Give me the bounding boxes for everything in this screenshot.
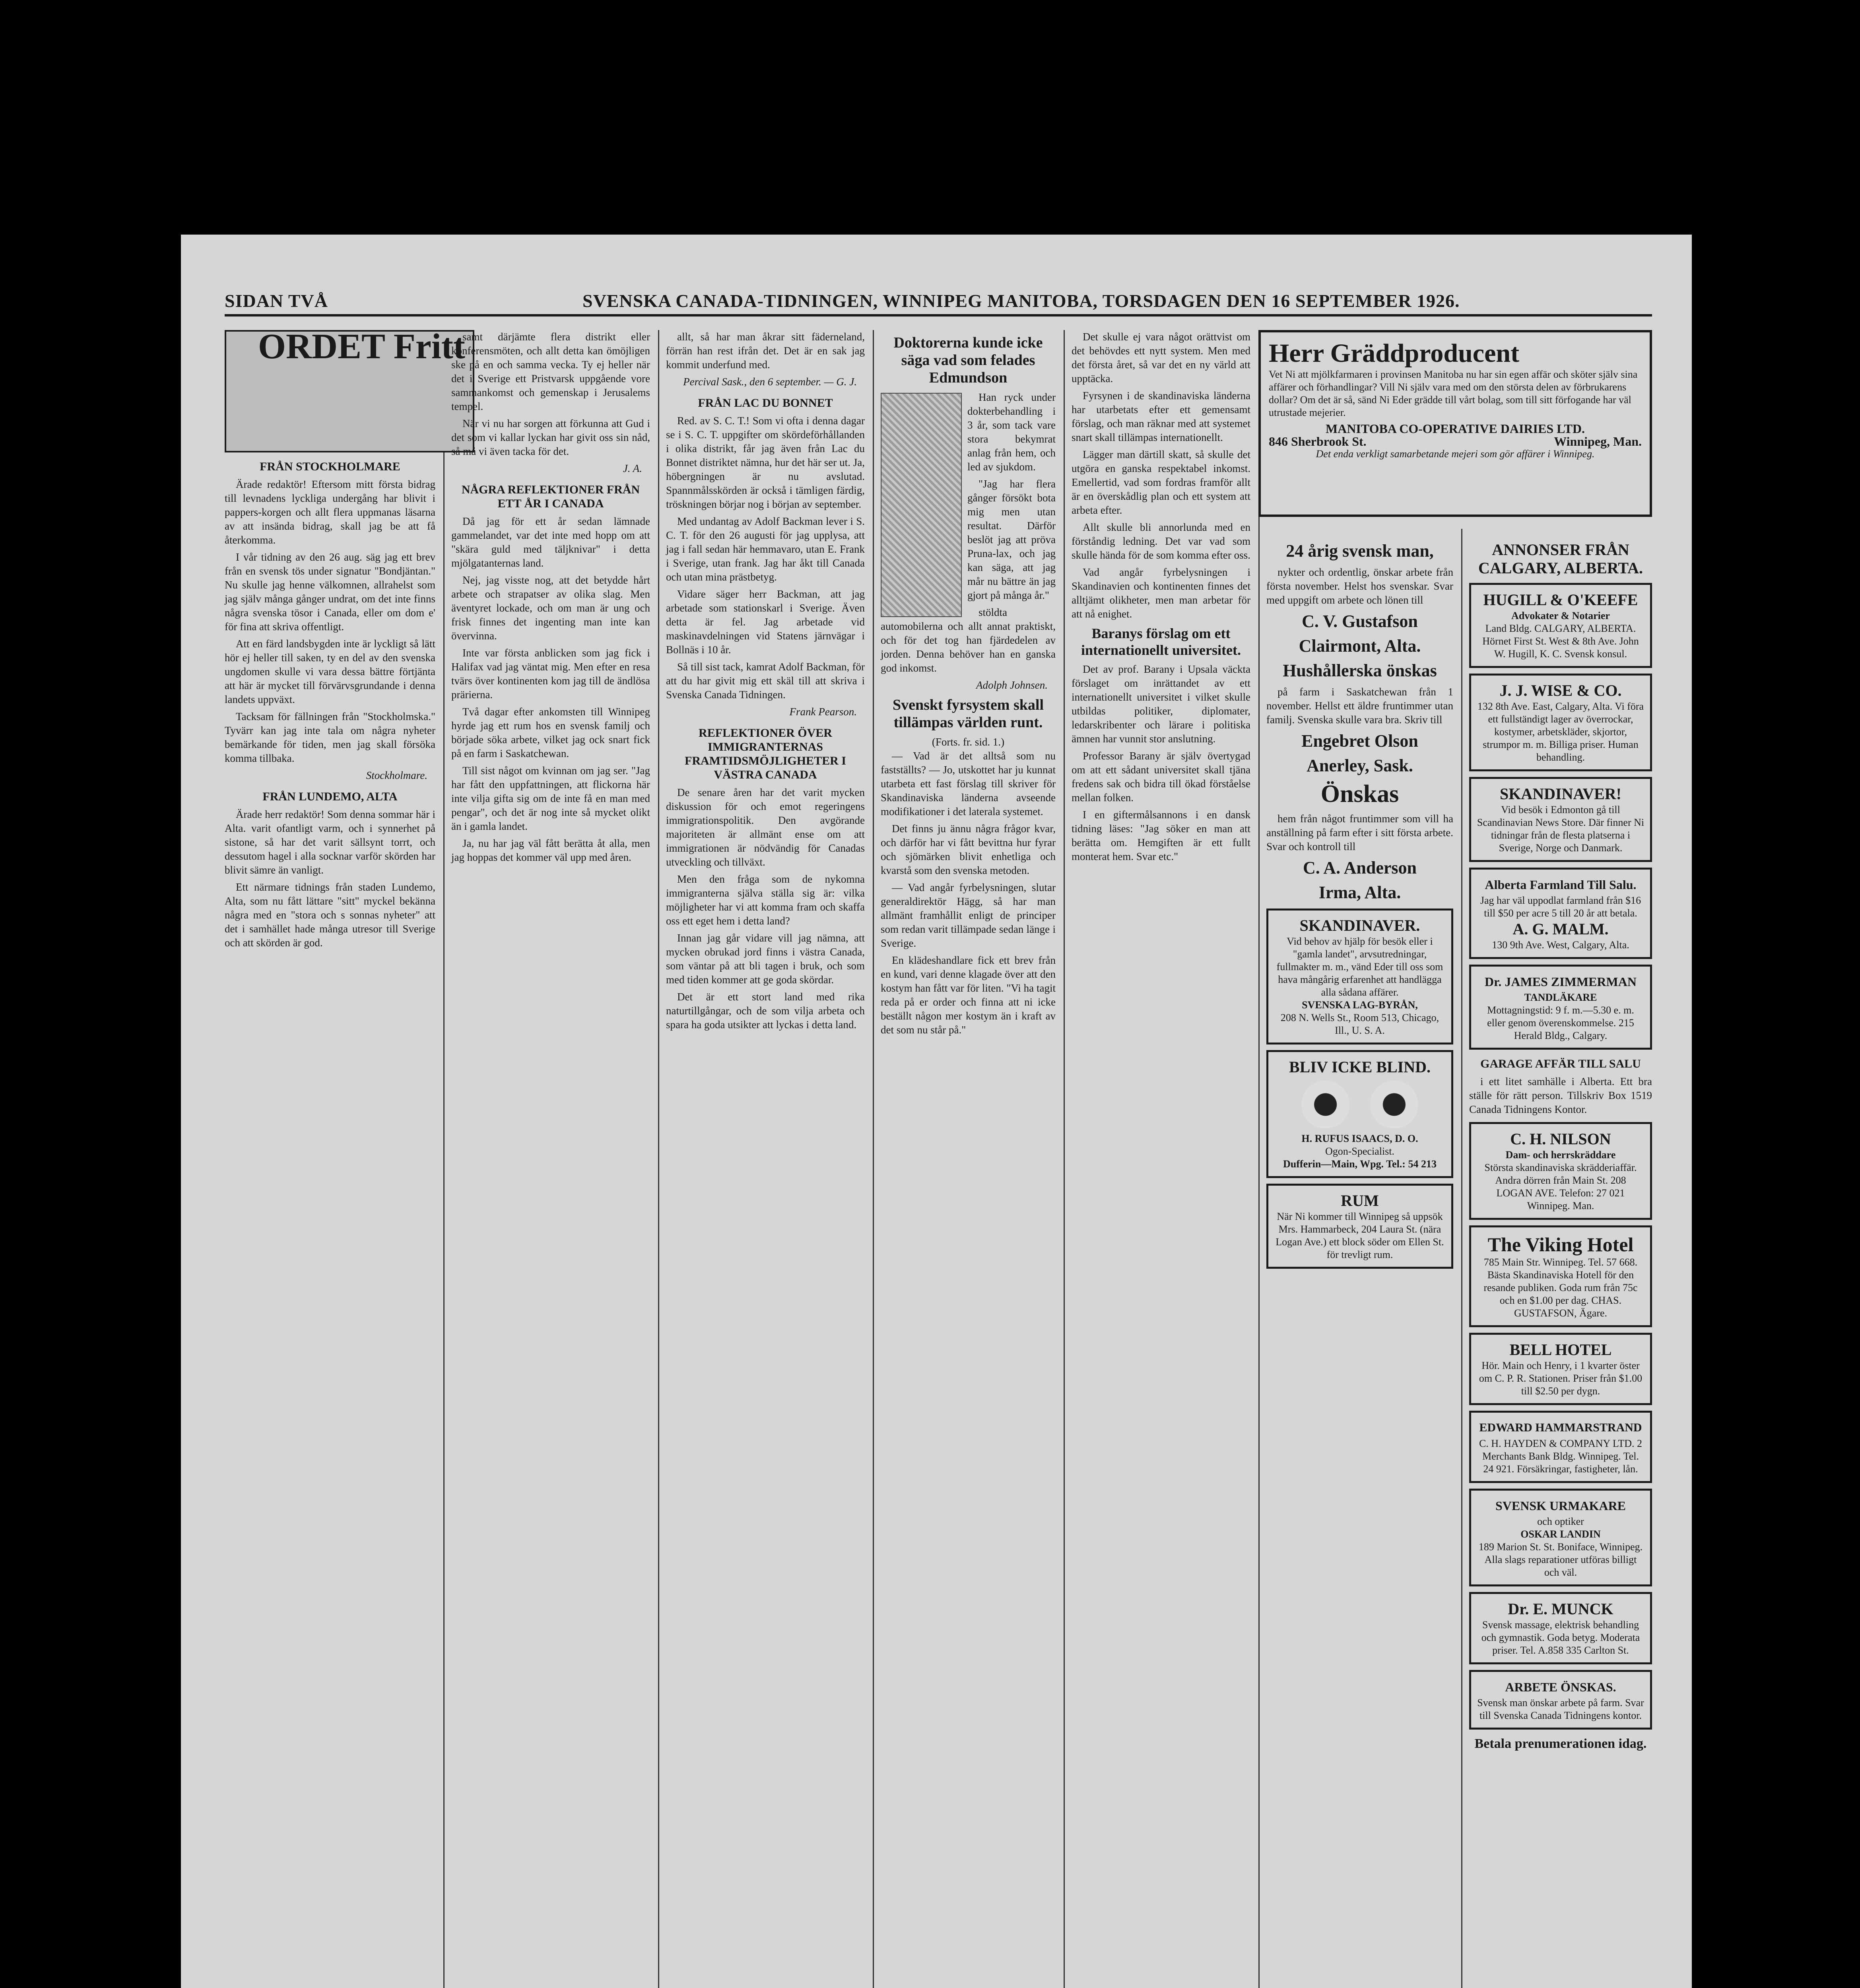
ad-sub: Dam- och herrskräddare	[1505, 1149, 1616, 1161]
ad-address-line	[1269, 435, 1642, 448]
ad-text: 132 8th Ave. East, Calgary, Alta. Vi föra ett fullständigt lager av överrockar, kostymer, arbetskläder, skjortor, strumpor m. m. Billiga priser. Human behandling.	[1477, 701, 1644, 763]
ad-name: Engebret Olson	[1301, 731, 1418, 751]
ad-headline: ARBETE ÖNSKAS.	[1505, 1680, 1616, 1694]
article-paragraph: Så till sist tack, kamrat Adolf Backman, för att du har givit mig ett skäl till att skriva i Svenska Canada Tidningen.	[666, 661, 865, 701]
signature: Adolph Johnsen.	[976, 679, 1048, 691]
ad-headline: EDWARD HAMMARSTRAND	[1479, 1421, 1642, 1434]
ordet-fritt-logo	[225, 327, 474, 452]
ad-sub: och optiker	[1537, 1516, 1584, 1527]
article-paragraph: En klädeshandlare fick ett brev från en kund, vari denne klagade över att den kostym han fått var för liten. "Vi ha tagit reda på er order och finna att ni icke beställt någon mer kostym än i kraft av det som nu står på."	[881, 954, 1056, 1036]
article-paragraph: Vad angår fyrbelysningen i Skandinavien och kontinenten finnes det alltjämt olikheter, men man arbetar för att nå enighet.	[1072, 566, 1250, 620]
optician-advertisement	[1266, 1050, 1453, 1178]
section-heading: FRÅN LUNDEMO, ALTA	[262, 790, 398, 803]
ad-headline: RUM	[1341, 1192, 1379, 1209]
ad-name: OSKAR LANDIN	[1520, 1528, 1601, 1540]
column-rule	[1064, 330, 1065, 1988]
signature: Stockholmare.	[366, 769, 427, 781]
massage-advertisement	[1469, 1592, 1652, 1664]
ad-name: C. A. Anderson	[1303, 858, 1417, 878]
masthead	[225, 286, 1652, 316]
article-paragraph: Inte var första anblicken som jag fick i Halifax vad jag väntat mig. Men efter en resa tvärs över kontinenten kom jag till de ändlösa prärierna.	[451, 647, 650, 701]
column-7	[1469, 537, 1652, 1988]
ad-headline: GARAGE AFFÄR TILL SALU	[1480, 1057, 1641, 1070]
article-paragraph: allt, så har man åkrar sitt fäderneland, förrän han rest ifrån det. Det är en sak jag kommit underfund med.	[666, 331, 865, 371]
ad-place: Clairmont, Alta.	[1299, 636, 1421, 656]
article-paragraph: Nej, jag visste nog, att det betydde hårt arbete och strapatser av olika slag. Men äventyret lockade, och om man är ung och frisk finnes det ingenting man inte kan övervinna.	[451, 574, 650, 642]
subscription-reminder: Betala prenumerationen idag.	[1474, 1736, 1647, 1751]
rum-advertisement	[1266, 1184, 1453, 1269]
ad-headline: SKANDINAVER!	[1500, 785, 1621, 803]
ad-text: Största skandinaviska skrädderiaffär. Andra dörren från Main St. 208 LOGAN AVE. Telefon: 27 021 Winnipeg. Man.	[1484, 1162, 1637, 1211]
ad-text: Jag har väl uppodlat farmland från $16 till $50 per acre 5 till 20 år att betala.	[1480, 895, 1641, 919]
ad-headline: 24 årig svensk man,	[1286, 541, 1434, 561]
article-paragraph: Att en färd landsbygden inte är lyckligt så lätt hör ej heller till saken, ty en del av den svenska ungdomen skulle vi vara dessa bättre förtjänta att här är mycket till förvärvsgrundande i denna landets uppväxt.	[225, 638, 435, 705]
ad-headline: Herr Gräddproducent	[1269, 339, 1520, 368]
ad-text: Vid behov av hjälp för besök eller i "gamla landet", arvsutredningar, fullmakter m. m., vänd Eder till oss som hava mångårig erfarenhet att handlägga alla sådana affärer.	[1276, 936, 1443, 998]
column-rule	[658, 330, 659, 1988]
headline: Svenskt fyrsystem skall tillämpas världen runt.	[892, 697, 1044, 731]
ad-name: C. V. Gustafson	[1302, 612, 1418, 631]
article-paragraph: Ett närmare tidnings från staden Lundemo, Alta, som nu fått lättare "sitt" myckel bekänna några med en "stora och s sonnas nyheter" att det i samhället hade många utresor till Sverige och att skörden är god.	[225, 881, 435, 949]
ordet-fritt-label: ORDET Fritt	[258, 327, 465, 366]
dentist-advertisement	[1469, 965, 1652, 1050]
section-heading: FRÅN LAC DU BONNET	[698, 396, 833, 410]
article-paragraph: Det är ett stort land med rika naturtillgångar, och de som vilja arbeta och spara ha goda utsikter att lyckas i detta land.	[666, 991, 865, 1031]
newspaper-page	[181, 235, 1692, 1988]
work-wanted-advertisement	[1469, 1670, 1652, 1730]
section-heading: REFLEKTIONER ÖVER IMMIGRANTERNAS FRAMTIDSMÖJLIGHETER I VÄSTRA CANADA	[685, 726, 846, 781]
article-paragraph: Han ryck under dokterbehandling i 3 år, som tack vare stora bekymrat anlag från hem, och led av sjukdom.	[967, 391, 1056, 473]
column-rule	[1258, 330, 1260, 1988]
article-paragraph: Allt skulle bli annorlunda med en förståndig ledning. Det var vad som skulle hända för de som komma efter oss.	[1072, 521, 1250, 561]
ad-headline: BELL HOTEL	[1509, 1341, 1612, 1359]
article-paragraph: samt därjämte flera distrikt eller konferensmöten, och allt detta kan ömöjligen ske på en och samma vecka. Ty ej heller när det i Sverige ett Pristvarsk uppgående vore sammankomst och gemenskap i Jerusalems tempel.	[451, 331, 650, 412]
clothing-advertisement	[1469, 674, 1652, 771]
article-paragraph: Red. av S. C. T.! Som vi ofta i denna dagar se i S. C. T. uppgifter om skördeförhållanden i olika distrikt, får jag även från Lac du Bonnet distriktet nämna, hur det här ser ut. Ja, höbergningen är nu avslutad. Spannmålsskörden är också i tämligen färdig, tröskningen börjar nog i början av september.	[666, 415, 865, 510]
ad-city: Winnipeg, Man.	[1554, 434, 1642, 448]
ad-text: 785 Main Str. Winnipeg. Tel. 57 668. Bästa Skandinaviska Hotell för den resande publiken. Goda rum från 75c och en $1.00 per dag. CHAS. GUSTAFSON, Ägare.	[1483, 1256, 1638, 1319]
ad-name: C. H. NILSON	[1510, 1130, 1611, 1148]
column-rule	[443, 330, 445, 1988]
signature: J. A.	[623, 462, 642, 474]
ad-text: Mottagningstid: 9 f. m.—5.30 e. m. eller genom överenskommelse. 215 Herald Bldg., Calgary.	[1487, 1004, 1634, 1041]
ad-address: Dufferin—Main, Wpg. Tel.: 54 213	[1283, 1158, 1437, 1170]
article-paragraph: Lägger man därtill skatt, så skulle det utgöra en ganska respektabel inkomst. Emellertid, vad som fordras framför allt är en överskådlig plan och ett system att arbeta efter.	[1072, 448, 1250, 516]
article-paragraph: När vi nu har sorgen att förkunna att Gud i det som vi kallar lyckan har givit oss sin nåd, så må vi även tacka för det.	[451, 417, 650, 457]
eyes-illustration	[1274, 1081, 1446, 1128]
article-paragraph: stöldta automobilerna och allt annat praktiskt, och för det tog han fjärdedelen av jorden. Denna behöver han en ganska god inkomst.	[881, 606, 1056, 674]
article-paragraph: I vår tidning av den 26 aug. säg jag ett brev från en svensk tös under signatur "Bondjäntan." Nu skulle jag henne välkomnen, allrahelst som jag själv många gånger undrat, om det inte finns några svenska tösor i Canada, eller om dom e' för fina att skriva offentligt.	[225, 551, 435, 633]
signature: Frank Pearson.	[789, 706, 857, 718]
section-heading: ANNONSER FRÅN CALGARY, ALBERTA.	[1478, 541, 1643, 577]
column-4	[881, 330, 1056, 1988]
ad-headline: SKANDINAVER.	[1299, 916, 1420, 934]
ad-headline: The Viking Hotel	[1487, 1233, 1634, 1256]
article-paragraph: I en giftermålsannons i en dansk tidning läses: "Jag söker en man att berätta om. Hemgiften är ett fullt monterat hem. Svar etc."	[1072, 809, 1250, 862]
article-paragraph: Ja, nu har jag väl fått berätta åt alla, men jag hoppas det kommer väl upp med åren.	[451, 837, 650, 863]
column-6	[1266, 537, 1453, 1988]
article-paragraph: Tacksam för fällningen från "Stockholmska." Tyvärr kan jag inte tala om några nyheter bemärkande för tiden, men jag skall försöka komma tillbaka.	[225, 711, 435, 764]
article-paragraph: Det finns ju ännu några frågor kvar, och därför har vi fått bevittna hur fyrar och sjömärken blivit enhetliga och kvarstå som den svenska metoden.	[881, 823, 1056, 876]
article-paragraph: Med undantag av Adolf Backman lever i S. C. T. för den 26 augusti för jag upplysa, att jag i fall sedan här hemmavaro, utan E. Frank i Sverige, utan frank. Jag har åkt till Canada och utan mina prästbetyg.	[666, 515, 865, 583]
page-label: SIDAN TVÅ	[225, 291, 328, 311]
article-paragraph: Till sist något om kvinnan om jag ser. "Jag har fått den uppfattningen, att flickorna här inte vilja gifta sig om de inte få en man med pengar", och det är nog inte så mycket olikt än i gamla landet.	[451, 765, 650, 832]
ad-name: J. J. WISE & CO.	[1499, 681, 1622, 699]
continued-note: (Forts. fr. sid. 1.)	[932, 736, 1005, 748]
lag-byran-advertisement	[1266, 909, 1453, 1044]
column-2	[451, 330, 650, 1988]
ad-text: När Ni kommer till Winnipeg så uppsök Mrs. Hammarbeck, 204 Laura St. (nära Logan Ave.) ett block söder om Ellen St. för trevligt rum.	[1276, 1211, 1444, 1260]
ad-text: nykter och ordentlig, önskar arbete från första november. Helst hos svenskar. Svar med uppgift om arbete och lönen till	[1266, 566, 1453, 606]
column-rule	[1461, 529, 1462, 1988]
section-heading: NÅGRA REFLEKTIONER FRÅN ETT ÅR I CANADA	[461, 483, 640, 510]
ad-text: Svensk massage, elektrisk behandling och gymnastik. Goda betyg. Moderata priser. Tel. A.858 335 Carlton St.	[1481, 1619, 1640, 1656]
ad-sub: Advokater & Notarier	[1511, 610, 1610, 621]
article-paragraph: Det av prof. Barany i Upsala väckta förslaget om inrättandet av ett internationellt universitet i vilket skulle utbildas politiker, diplomater, ledarskribenter och lärare i politiska ämnen har vunnit stor anslutning.	[1072, 663, 1250, 745]
column-1	[225, 327, 465, 1988]
ad-name: H. RUFUS ISAACS, D. O.	[1301, 1133, 1418, 1144]
bell-hotel-advertisement	[1469, 1333, 1652, 1405]
ad-address: 846 Sherbrook St.	[1269, 434, 1367, 448]
article-paragraph: Ärade redaktör! Eftersom mitt första bidrag till levnadens lyckliga undergång har blivit i pappers-korgen och allt flera uppmanas läsarna av att insända bidrag, skall jag be att få återkomma.	[225, 478, 435, 546]
headline: Baranys förslag om ett internationellt universitet.	[1081, 625, 1241, 658]
article-paragraph: Då jag för ett år sedan lämnade gammelandet, var det inte med hopp om att "skära guld med täljknivar" i detta mjölgatanternas land.	[451, 515, 650, 569]
ad-address: 130 9th Ave. West, Calgary, Alta.	[1492, 939, 1629, 951]
law-firm-advertisement	[1469, 583, 1652, 668]
ad-company: MANITOBA CO-OPERATIVE DAIRIES LTD.	[1326, 421, 1585, 436]
article-paragraph: — Vad är det alltså som nu fastställts? — Jo, utskottet har ju kunnat utarbeta ett fast förslag till skriver för Skandinaviska länderna avseende modifikationer i det laterala systemet.	[881, 750, 1056, 817]
ad-headline: Önskas	[1320, 780, 1399, 808]
ad-headline: SVENSK URMAKARE	[1495, 1499, 1626, 1513]
ad-headline: Alberta Farmland Till Salu.	[1485, 878, 1637, 892]
article-paragraph: Ärade herr redaktör! Som denna sommar här i Alta. varit ofantligt varm, och i synnerhet på sistone, så har det varit sällsynt torrt, och dessutom hagel i alla socknar varför skörden har blivit sämre än vanligt.	[225, 808, 435, 876]
article-paragraph: Det skulle ej vara något orättvist om det behövdes ett nytt system. Men med det första året, så var det en ny värld att upptäcka.	[1072, 331, 1250, 384]
viking-hotel-advertisement	[1469, 1225, 1652, 1327]
ad-text: på farm i Saskatchewan från 1 november. Hellst ett äldre fruntimmer utan familj. Svenska skulle vara bra. Skriv till	[1266, 686, 1453, 726]
ad-name: HUGILL & O'KEEFE	[1483, 591, 1638, 609]
ad-place: Irma, Alta.	[1318, 883, 1401, 902]
ad-text: Vet Ni att mjölkfarmaren i provinsen Manitoba nu har sin egen affär och sköter själv sina affärer och förhandlingar? Vill Ni själv vara med om den största delen av förbrukarens dollar? Om det är så, sänd Ni Eder grädde till vårt bolag, som till sitt förfogande har väl utrustade mejerier.	[1269, 369, 1638, 418]
ad-name: A. G. MALM.	[1512, 920, 1609, 938]
news-store-advertisement	[1469, 777, 1652, 862]
insurance-advertisement	[1469, 1411, 1652, 1483]
article-paragraph: Vidare säger herr Backman, att jag arbetade som stationskarl i Sverige. Även detta är fel. Jag arbetade vid maskinavdelningen vid Statens järnvägar i Bollnäs i 10 år.	[666, 588, 865, 656]
article-paragraph: Professor Barany är själv övertygad om att ett sådant universitet skall tjäna fredens sak och bidra till ökad förståelse mellan folken.	[1072, 750, 1250, 804]
article-paragraph: Fyrsynen i de skandinaviska länderna har utarbetats efter ett gemensamt förslag, och man räknar med att systemet snart skall tillämpas internationellt.	[1072, 390, 1250, 443]
ad-name: Dr. E. MUNCK	[1508, 1600, 1613, 1618]
watchmaker-advertisement	[1469, 1489, 1652, 1586]
ad-name: Dr. JAMES ZIMMERMAN	[1485, 975, 1637, 989]
signature: Percival Sask., den 6 september. — G. J.	[683, 376, 857, 388]
ad-text: 189 Marion St. St. Boniface, Winnipeg. Alla slags reparationer utföras billigt och väl.	[1478, 1541, 1643, 1578]
article-paragraph: Men den fråga som de nykomna immigranterna själva ställa sig är: vilka möjligheter har vi att komma fram och skaffa oss ett eget hem i detta land?	[666, 873, 865, 927]
ad-headline: Hushållerska önskas	[1283, 661, 1437, 680]
article-paragraph: De senare åren har det varit mycken diskussion för och emot regeringens immigrationspolitik. Den avgörande majoriteten är allmänt ense om att immigrationen är nödvändig för Canadas utveckling och tillväxt.	[666, 786, 865, 868]
ad-footer: Det enda verkligt samarbetande mejeri som gör affärer i Winnipeg.	[1316, 448, 1595, 460]
ad-text: hem från något fruntimmer som vill ha anställning på farm efter i sitt första arbete. Svar och kontroll till	[1266, 813, 1453, 852]
article-paragraph: "Jag har flera gånger försökt bota mig men utan resultat. Därför beslöt jag att pröva Pruna-lax, och jag kan säga, att jag mår nu bättre än jag gjort på många år."	[967, 478, 1056, 601]
illustration-figure	[881, 393, 962, 617]
ad-text: Svensk man önskar arbete på farm. Svar till Svenska Canada Tidningens kontor.	[1477, 1697, 1644, 1721]
ad-text: Hör. Main och Henry, i 1 kvarter öster om C. P. R. Stationen. Priser från $1.00 till $2.50 per dygn.	[1479, 1360, 1643, 1397]
tailor-advertisement	[1469, 1122, 1652, 1220]
newspaper-title: SVENSKA CANADA-TIDNINGEN, WINNIPEG MANITOBA, TORSDAGEN DEN 16 SEPTEMBER 1926.	[582, 291, 1460, 311]
dairy-advertisement	[1258, 330, 1652, 517]
ad-text: C. H. HAYDEN & COMPANY LTD. 2 Merchants Bank Bldg. Winnipeg. Tel. 24 921. Försäkringar, fastigheter, lån.	[1479, 1438, 1643, 1475]
ad-text: i ett litet samhälle i Alberta. Ett bra ställe för rätt person. Tillskriv Box 1519 Canada Tidningens Kontor.	[1469, 1076, 1652, 1115]
ad-address: 208 N. Wells St., Room 513, Chicago, Ill., U. S. A.	[1280, 1012, 1439, 1036]
ad-place: Anerley, Sask.	[1307, 756, 1413, 775]
article-paragraph: Innan jag går vidare vill jag nämna, att mycken obrukad jord finns i västra Canada, som väntar på att bli tagen i bruk, och som med tiden kommer att ge goda skördar.	[666, 932, 865, 986]
ad-sub: TANDLÄKARE	[1524, 992, 1597, 1003]
article-paragraph: — Vad angår fyrbelysningen, slutar generaldirektör Hägg, så har man allmänt framhållit enligt de principer som redan varit tillämpade sedan länge i Sverige.	[881, 881, 1056, 949]
headline: Doktorerna kunde icke säga vad som felades Edmundson	[893, 334, 1043, 386]
article-paragraph: Två dagar efter ankomsten till Winnipeg hyrde jag ett rum hos en svensk familj och började söka arbete, vilket jag ock snart fick på en farm i Saskatchewan.	[451, 706, 650, 759]
column-3	[666, 330, 865, 1988]
ad-headline: BLIV ICKE BLIND.	[1289, 1058, 1431, 1076]
farmland-advertisement	[1469, 868, 1652, 959]
column-rule	[873, 330, 874, 1988]
ad-text: Vid besök i Edmonton gå till Scandinavian News Store. Där finner Ni tidningar från de flesta platserna i Sverige, Norge och Danmark.	[1477, 804, 1644, 854]
ad-company: SVENSKA LAG-BYRÅN,	[1302, 999, 1418, 1011]
column-5	[1072, 330, 1250, 1988]
ad-text: Land Bldg. CALGARY, ALBERTA. Hörnet First St. West & 8th Ave. John W. Hugill, K. C. Svensk konsul.	[1482, 623, 1639, 660]
ad-sub: Ogon-Specialist.	[1325, 1145, 1395, 1157]
section-heading: FRÅN STOCKHOLMARE	[260, 460, 400, 473]
